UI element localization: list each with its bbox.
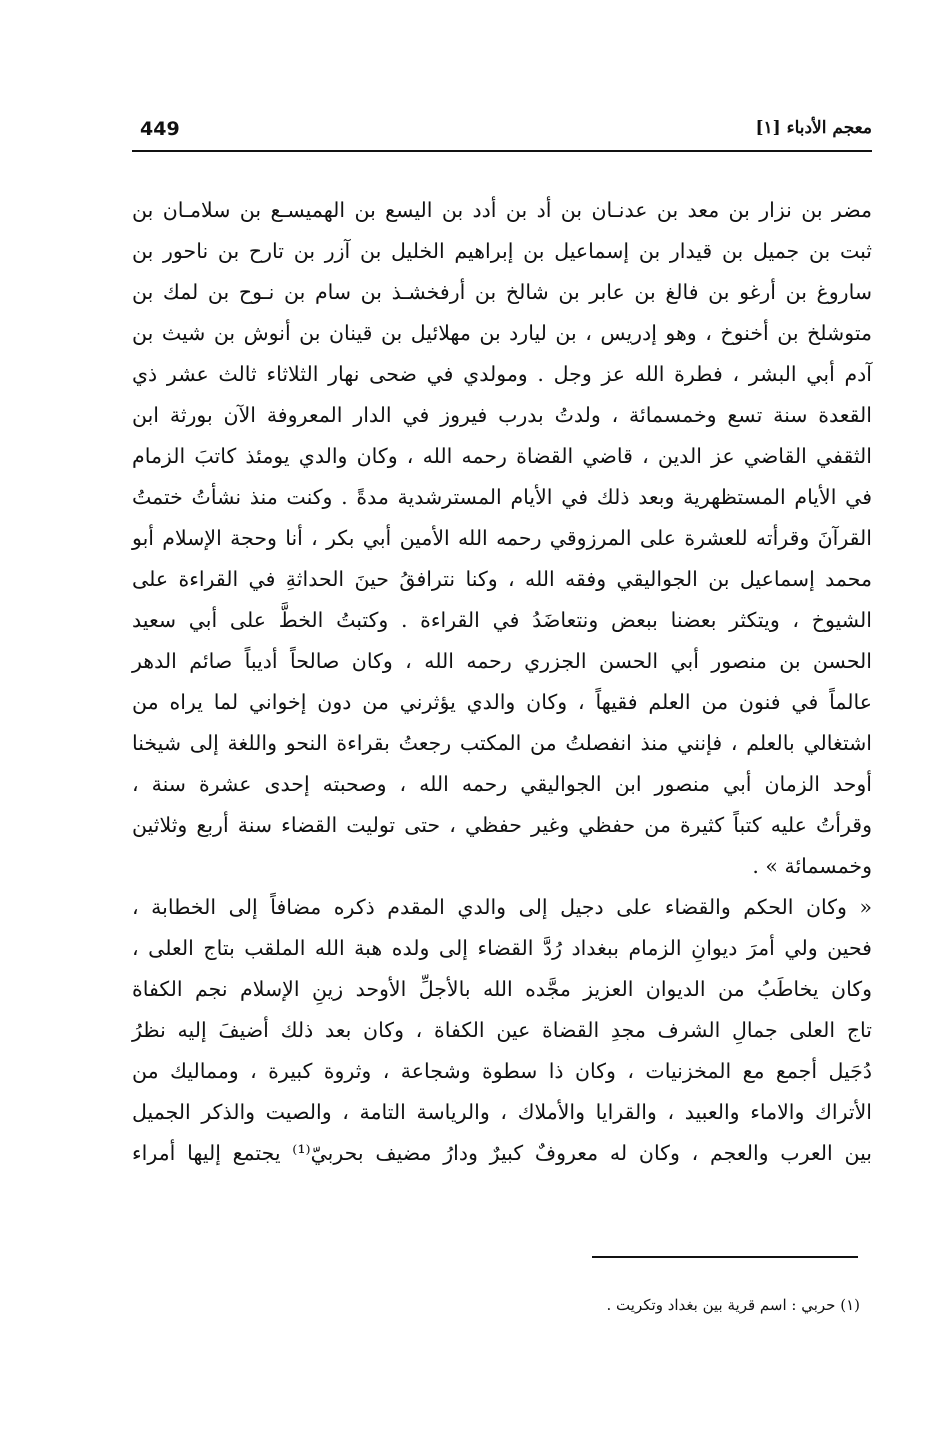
text-line: أوحد الزمان أبي منصور ابن الجواليقي رحمه الله ، وصحبته إحدى عشرة سنة ، <box>132 772 872 796</box>
text-line: الحسن بن منصور أبي الحسن الجزري رحمه الله ، وكان صالحاً أديباً صائم الدهر <box>132 649 872 673</box>
footnote: (١) حربي : اسم قرية بين بغداد وتكريت . <box>606 1296 860 1314</box>
text-line: بين العرب والعجم ، وكان له معروفٌ كبيرٌ ودارُ مضيف بحربيّ⁽¹⁾ يجتمع إليها أمراء <box>132 1141 872 1165</box>
text-line: في الأيام المستظهرية وبعد ذلك في الأيام المسترشدية مدةً . وكنت منذ نشأتُ ختمتُ <box>132 485 872 509</box>
text-line: « وكان الحكم والقضاء على دجيل إلى والدي المقدم ذكره مضافاً إلى الخطابة ، <box>132 895 872 919</box>
text-line: محمد إسماعيل بن الجواليقي وفقه الله ، وكنا نترافقُ حينَ الحداثةِ في القراءة على <box>132 567 872 591</box>
text-line: متوشلخ بن أخنوخ ، وهو إدريس ، بن ليارد بن مهلائيل بن قينان بن أنوش بن شيث بن <box>132 321 872 345</box>
text-line: مضر بن نزار بن معد بن عدنـان بن أد بن أدد بن اليسع بن الهميسـع بن سلامـان بن <box>132 198 872 222</box>
running-header <box>132 110 872 152</box>
text-line: دُجَيل أجمع مع المخزنيات ، وكان ذا سطوة وشجاعة ، وثروة كبيرة ، ومماليك من <box>132 1059 872 1083</box>
text-line: تاج العلى جمالِ الشرف مجدِ القضاة عين الكفاة ، وكان بعد ذلك أضيفَ إليه نظرُ <box>132 1018 872 1042</box>
body-text <box>132 190 872 1174</box>
text-line: اشتغالي بالعلم ، فإنني منذ انفصلتُ من المكتب رجعتُ بقراءة النحو واللغة إلى شيخنا <box>132 731 872 755</box>
page-number: 449 <box>140 118 180 140</box>
text-line: القعدة سنة تسع وخمسمائة ، ولدتُ بدرب فيروز في الدار المعروفة الآن بورثة ابن <box>132 403 872 427</box>
book-title: معجم الأدباء [١] <box>755 118 872 138</box>
text-line: وقرأتُ عليه كتباً كثيرة من حفظي وغير حفظي ، حتى توليت القضاء سنة أربع وثلاثين <box>132 813 872 837</box>
text-line: عالماً في فنون من العلم فقيهاً ، وكان والدي يؤثرني من دون إخواني لما يراه من <box>132 690 872 714</box>
text-line: وخمسمائة » . <box>752 854 872 878</box>
text-line: القرآنَ وقرأته للعشرة على المرزوقي رحمه الله الأمين أبي بكر ، أنا وحجة الإسلام أبو <box>132 526 872 550</box>
text-line: ثبت بن جميل بن قيدار بن إسماعيل بن إبراهيم الخليل بن آزر بن تارح بن ناحور بن <box>132 239 872 263</box>
text-line: فحين ولي أمرَ ديوانِ الزمام ببغداد رُدَّ القضاء إلى ولده هبة الله الملقب بتاج العلى ، <box>132 936 872 960</box>
text-line: الثقفي القاضي عز الدين ، قاضي القضاة رحمه الله ، وكان والدي يومئذ كاتبَ الزمام <box>132 444 872 468</box>
text-line: آدم أبي البشر ، فطرة الله عز وجل . ومولدي في ضحى نهار الثلاثاء ثالث عشر ذي <box>132 362 872 386</box>
text-line: وكان يخاطَبُ من الديوان العزيز مجَّده الله بالأجلِّ الأوحد زينِ الإسلام نجم الكفاة <box>132 977 872 1001</box>
text-line: ساروغ بن أرغو بن فالغ بن عابر بن شالخ بن أرفخشـذ بن سام بن نـوح بن لمك بن <box>132 280 872 304</box>
text-line: الشيوخ ، ويتكثر بعضنا ببعض ونتعاضَدُ في القراءة . وكتبتُ الخطَّ على أبي سعيد <box>132 608 872 632</box>
text-line: الأتراك والاماء والعبيد ، والقرايا والأملاك ، والرياسة التامة ، والصيت والذكر الجميل <box>132 1100 872 1124</box>
footnote-divider <box>592 1256 858 1258</box>
